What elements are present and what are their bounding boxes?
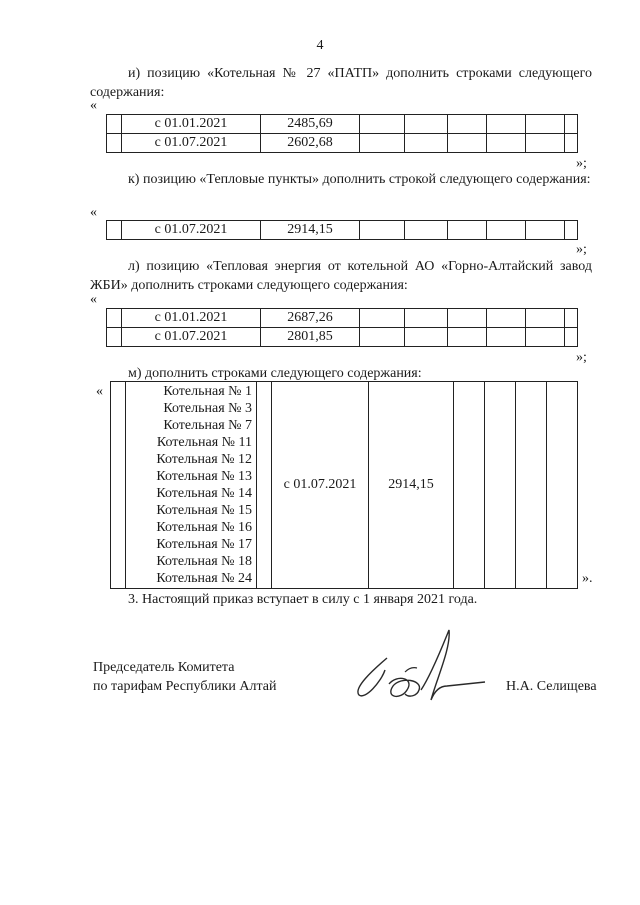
date-cell: с 01.07.2021 — [122, 134, 261, 153]
boiler-list — [126, 382, 257, 589]
paragraph-k-text: к) позицию «Тепловые пункты» дополнить строкой следующего содержания: — [128, 172, 591, 187]
boiler-item: Котельная № 15 — [156, 503, 252, 518]
table-m — [110, 381, 578, 589]
signatory-position — [93, 658, 276, 696]
table-row — [107, 328, 578, 347]
boiler-item: Котельная № 3 — [163, 401, 252, 416]
close-quote-l: »; — [576, 350, 587, 365]
table-row — [107, 115, 578, 134]
value-cell: 2914,15 — [261, 221, 360, 240]
boiler-item: Котельная № 11 — [156, 435, 252, 450]
table-l — [106, 308, 578, 347]
clause-3: 3. Настоящий приказ вступает в силу с 1 января 2021 года. — [128, 592, 478, 607]
boiler-item: Котельная № 17 — [156, 537, 252, 552]
close-quote-i: »; — [576, 156, 587, 171]
boiler-item: Котельная № 24 — [156, 571, 252, 586]
open-quote-i: « — [90, 98, 97, 113]
boiler-item: Котельная № 12 — [156, 452, 252, 467]
handwritten-signature — [345, 620, 495, 715]
boiler-item: Котельная № 16 — [156, 520, 252, 535]
value-cell: 2801,85 — [261, 328, 360, 347]
table-i — [106, 114, 578, 153]
open-quote-l: « — [90, 292, 97, 307]
date-cell: с 01.07.2021 — [122, 328, 261, 347]
date-cell: с 01.01.2021 — [122, 115, 261, 134]
paragraph-m-text: м) дополнить строками следующего содержания: — [128, 366, 422, 381]
boiler-item: Котельная № 1 — [163, 384, 252, 399]
position-line-1: Председатель Комитета — [93, 660, 235, 675]
table-k — [106, 220, 578, 240]
date-cell: с 01.01.2021 — [122, 309, 261, 328]
open-quote-k: « — [90, 205, 97, 220]
paragraph-k — [90, 170, 592, 189]
paragraph-l — [90, 257, 592, 295]
signatory-name: Н.А. Селищева — [506, 679, 597, 694]
boiler-item: Котельная № 14 — [156, 486, 252, 501]
paragraph-i-text: и) позицию «Котельная № 27 «ПАТП» дополнить строками следующего содержания: — [90, 66, 592, 100]
value-cell: 2687,26 — [261, 309, 360, 328]
position-line-2: по тарифам Республики Алтай — [93, 679, 277, 694]
paragraph-i — [90, 64, 592, 102]
table-row — [107, 309, 578, 328]
value-cell: 2914,15 — [369, 382, 454, 589]
date-cell: с 01.07.2021 — [122, 221, 261, 240]
close-quote-m: ». — [582, 571, 593, 586]
page-number: 4 — [316, 38, 324, 53]
date-cell: с 01.07.2021 — [272, 382, 369, 589]
table-row — [107, 134, 578, 153]
boiler-item: Котельная № 18 — [156, 554, 252, 569]
table-row — [111, 382, 578, 589]
boiler-list-items — [126, 383, 256, 587]
open-quote-m: « — [96, 384, 103, 399]
value-cell: 2602,68 — [261, 134, 360, 153]
paragraph-l-text: л) позицию «Тепловая энергия от котельной АО «Горно-Алтайский завод ЖБИ» дополнить строками следующего содержания: — [90, 259, 592, 293]
boiler-item: Котельная № 13 — [156, 469, 252, 484]
close-quote-k: »; — [576, 242, 587, 257]
value-cell: 2485,69 — [261, 115, 360, 134]
boiler-item: Котельная № 7 — [163, 418, 252, 433]
table-row — [107, 221, 578, 240]
